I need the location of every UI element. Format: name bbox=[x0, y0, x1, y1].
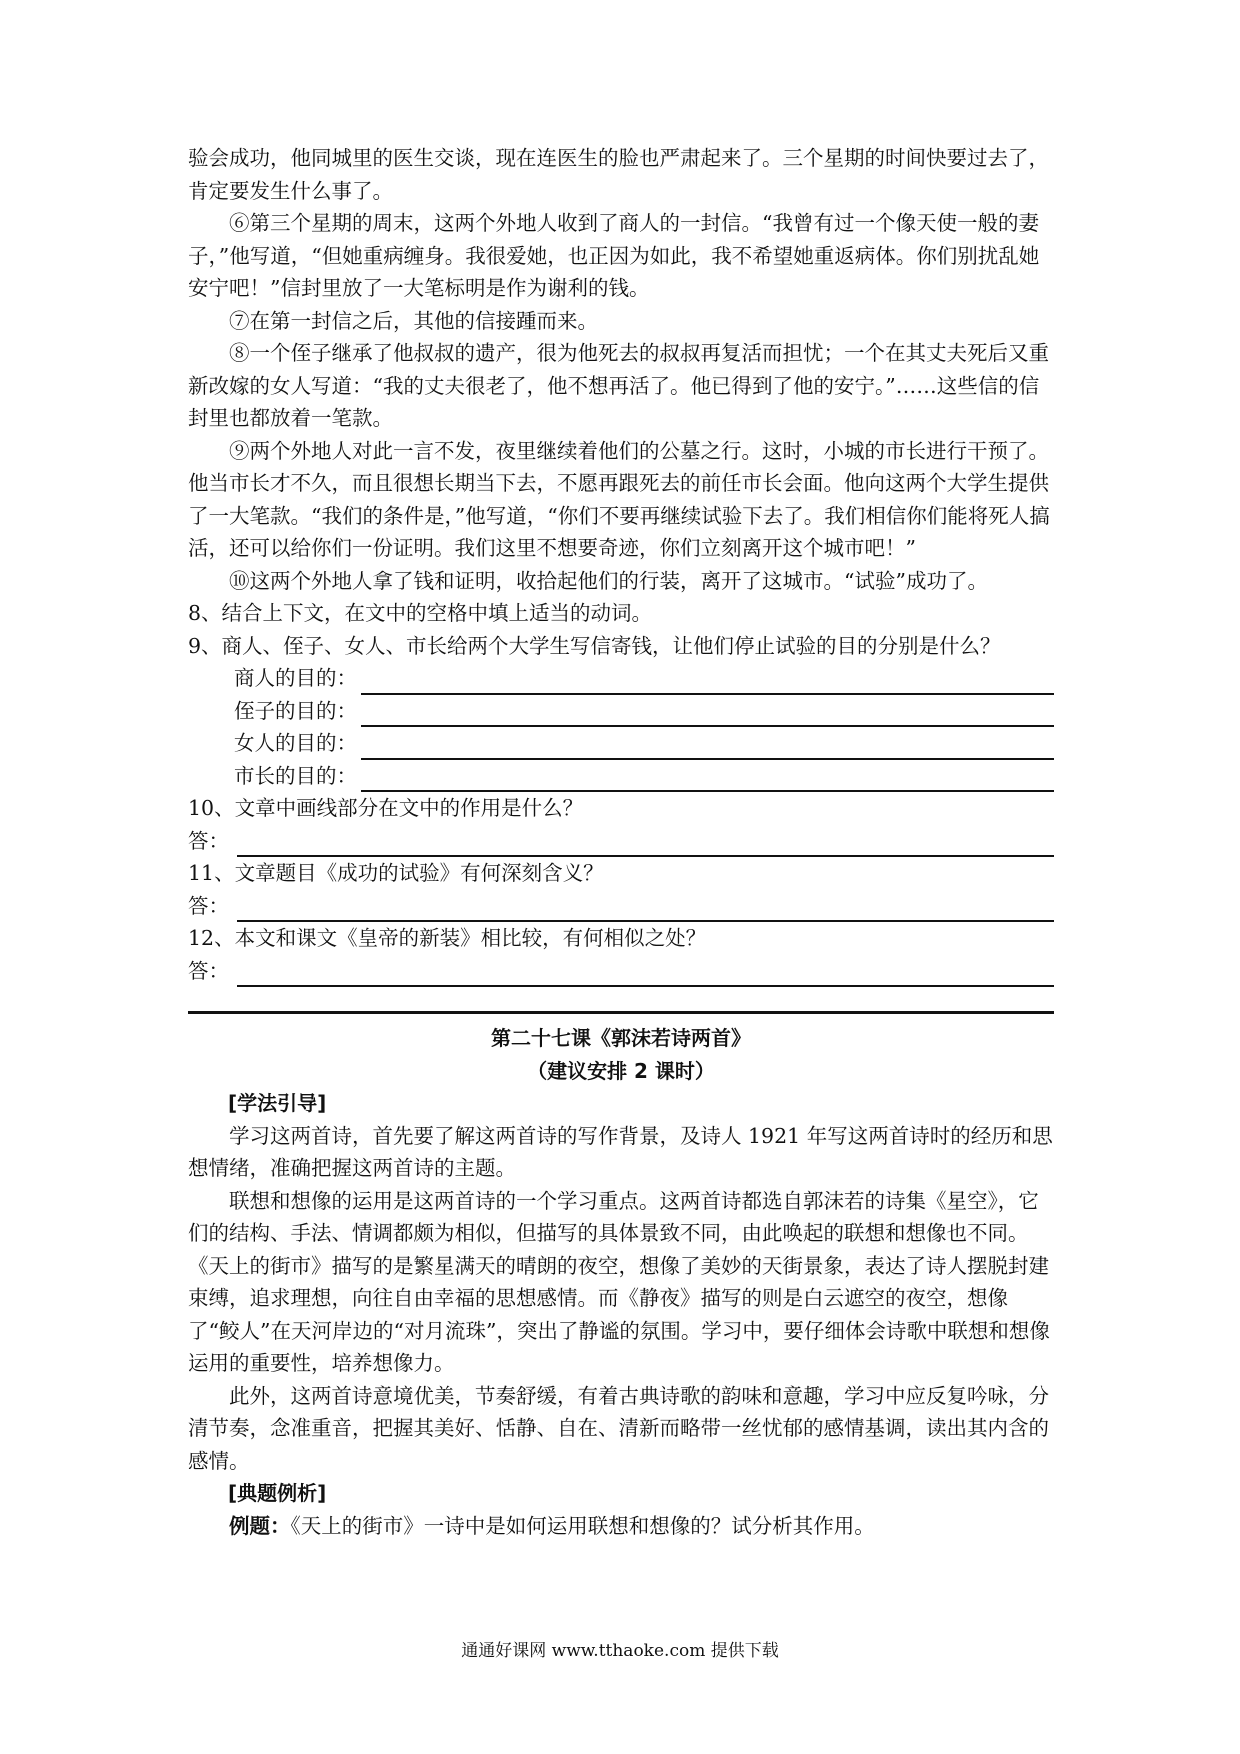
lesson-subtitle: （建议安排 2 课时） bbox=[527, 1058, 715, 1083]
section-heading-study-guide: [学法引导] bbox=[228, 1091, 327, 1115]
example-question bbox=[188, 1510, 1054, 1543]
q9-blank-nephew bbox=[188, 695, 1054, 728]
q11-answer bbox=[188, 890, 1054, 923]
blank-label: 商人的目的： bbox=[234, 666, 357, 690]
passage-paragraph-7: ⑦在第一封信之后，其他的信接踵而来。 bbox=[229, 308, 598, 333]
answer-line[interactable] bbox=[361, 734, 1054, 760]
lesson-title: 第二十七课《郭沫若诗两首》 bbox=[491, 1026, 751, 1050]
q9-blank-woman bbox=[188, 727, 1054, 760]
blank-label: 市长的目的： bbox=[234, 763, 357, 788]
answer-line[interactable] bbox=[361, 766, 1054, 792]
blank-label: 女人的目的： bbox=[234, 731, 357, 755]
study-guide-paragraph-1: 学习这两首诗，首先要了解这两首诗的写作背景，及诗人 1921 年写这两首诗时的经历和思想情绪，准确把握这两首诗的主题。 bbox=[188, 1123, 1053, 1180]
passage-paragraph-9: ⑨两个外地人对此一言不发，夜里继续着他们的公墓之行。这时，小城的市长进行干预了。他当市长才不久，而且很想长期当下去，不愿再跟死去的前任市长会面。他向这两个大学生提供了一大笔款。“我们的条件是，”他写道，“你们不要再继续试验下去了。我们相信你们能将死人搞活，还可以给你们一份证明。我们这里不想要奇迹，你们立刻离开这个城市吧！” bbox=[188, 438, 1050, 560]
answer-line[interactable] bbox=[237, 961, 1054, 987]
answer-line[interactable] bbox=[361, 669, 1054, 695]
page-footer: 通通好课网 www.tthaoke.com 提供下载 bbox=[461, 1641, 779, 1661]
example-text: 《天上的街市》一诗中是如何运用联想和想像的？试分析其作用。 bbox=[290, 1513, 875, 1538]
passage-paragraph-8: ⑧一个侄子继承了他叔叔的遗产，很为他死去的叔叔再复活而担忧；一个在其丈夫死后又重新改嫁的女人写道：“我的丈夫很老了，他不想再活了。他已得到了他的安宁。”……这些信的信封里也都放着一笔款。 bbox=[188, 341, 1049, 430]
study-guide-paragraph-2: 联想和想像的运用是这两首诗的一个学习重点。这两首诗都选自郭沫若的诗集《星空》，它们的结构、手法、情调都颇为相似，但描写的具体景致不同，由此唤起的联想和想像也不同。《天上的街市》描写的是繁星满天的晴朗的夜空，想像了美妙的天街景象，表达了诗人摆脱封建束缚，追求理想，向往自由幸福的思想感情。而《静夜》描写的则是白云遮空的夜空，想像了“鲛人”在天河岸边的“对月流珠”，突出了静谧的氛围。学习中，要仔细体会诗歌中联想和想像运用的重要性，培养想像力。 bbox=[188, 1188, 1050, 1375]
answer-line[interactable] bbox=[237, 831, 1054, 857]
section-heading-examples: [典题例析] bbox=[228, 1481, 327, 1505]
passage-paragraph-10: ⑩这两个外地人拿了钱和证明，收拾起他们的行装，离开了这城市。“试验”成功了。 bbox=[229, 568, 988, 593]
question-11: 11、文章题目《成功的试验》有何深刻含义？ bbox=[188, 861, 604, 885]
passage-paragraph-6: ⑥第三个星期的周末，这两个外地人收到了商人的一封信。“我曾有过一个像天使一般的妻子，”他写道，“但她重病缠身。我很爱她，也正因为如此，我不希望她重返病体。你们别扰乱她安宁吧！”信封里放了一大笔标明是作为谢利的钱。 bbox=[188, 211, 1040, 300]
question-9: 9、商人、侄子、女人、市长给两个大学生写信寄钱，让他们停止试验的目的分别是什么？ bbox=[188, 633, 1001, 658]
blank-label: 侄子的目的： bbox=[234, 698, 357, 723]
q9-blank-merchant bbox=[188, 662, 1054, 695]
document-page bbox=[188, 142, 1054, 1542]
section-divider bbox=[188, 1011, 1054, 1014]
passage-paragraph-continued: 验会成功，他同城里的医生交谈，现在连医生的脸也严肃起来了。三个星期的时间快要过去了，肯定要发生什么事了。 bbox=[188, 146, 1049, 203]
answer-line[interactable] bbox=[237, 896, 1054, 922]
question-8: 8、结合上下文，在文中的空格中填上适当的动词。 bbox=[188, 601, 653, 625]
answer-label: 答： bbox=[188, 893, 229, 918]
q12-answer bbox=[188, 955, 1054, 988]
q10-answer bbox=[188, 825, 1054, 858]
q9-blank-mayor bbox=[188, 760, 1054, 793]
answer-line[interactable] bbox=[361, 701, 1054, 727]
question-12: 12、本文和课文《皇帝的新装》相比较，有何相似之处？ bbox=[188, 926, 707, 950]
answer-label: 答： bbox=[188, 828, 229, 853]
question-10: 10、文章中画线部分在文中的作用是什么？ bbox=[188, 796, 584, 820]
example-label: 例题： bbox=[229, 1513, 291, 1538]
answer-label: 答： bbox=[188, 958, 229, 983]
study-guide-paragraph-3: 此外，这两首诗意境优美，节奏舒缓，有着古典诗歌的韵味和意趣，学习中应反复吟咏，分清节奏，念准重音，把握其美好、恬静、自在、清新而略带一丝忧郁的感情基调，读出其内含的感情。 bbox=[188, 1383, 1049, 1473]
